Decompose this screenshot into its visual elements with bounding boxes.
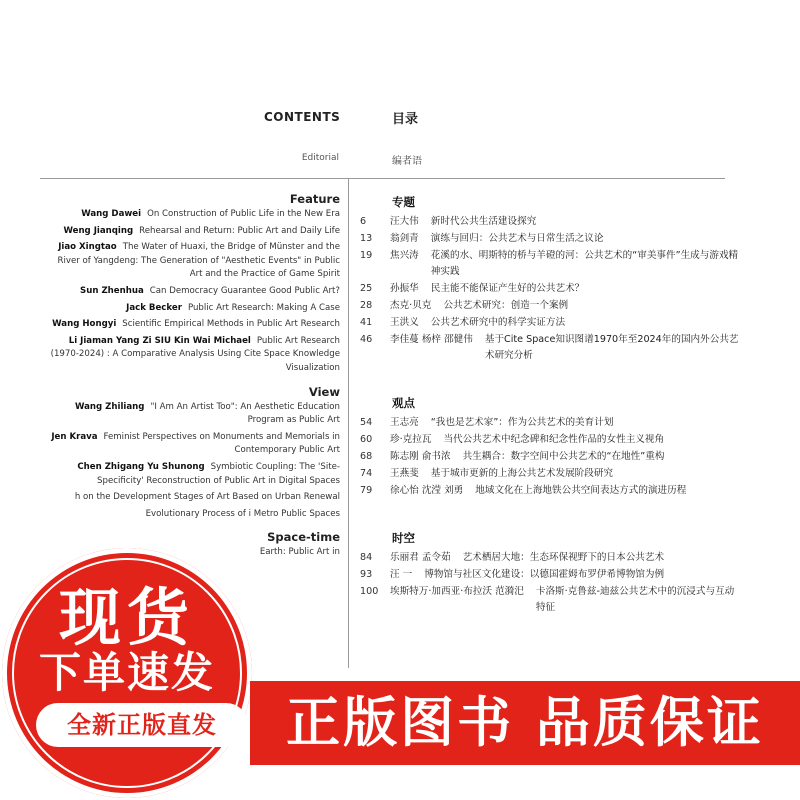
entry-author: 陈志刚 俞书浓: [390, 451, 451, 462]
entry-page: 79: [360, 485, 373, 496]
entry-title: Evolutionary Process of i Metro Public Spaces: [145, 508, 340, 519]
entry-page: 68: [360, 451, 373, 462]
section-title-guandian: 观点: [392, 396, 415, 410]
entry-author: 埃斯特万·加西亚·布拉沃 范漪汜: [390, 586, 524, 597]
entry-author: 杰克·贝克: [390, 300, 432, 311]
entry-title: 博物馆与社区文化建设：以德国霍姆布罗伊希博物馆为例: [424, 569, 665, 580]
entry-title: 卡洛斯·克鲁兹-迪兹公共艺术中的沉浸式与互动特征: [535, 586, 735, 613]
entry-title: Public Art Research: Making A Case: [187, 302, 340, 313]
column-divider: [348, 178, 349, 668]
entry-author: Wang Zhiliang: [74, 401, 145, 412]
entry-page: 60: [360, 434, 373, 445]
entry-author: 翁剑青: [390, 233, 419, 244]
entry-title: 演练与回归：公共艺术与日常生活之议论: [430, 233, 604, 244]
section-title-view: View: [308, 384, 340, 399]
entry-title: 基于城市更新的上海公共艺术发展阶段研究: [430, 468, 614, 479]
entry-page: 100: [360, 586, 379, 597]
entry-page: 41: [360, 317, 373, 328]
entry-author: 焦兴涛: [390, 250, 419, 261]
entry-page: 93: [360, 569, 373, 580]
toc-entry-en: [48, 241, 340, 282]
chinese-toc: [360, 190, 740, 617]
toc-entry-en: [48, 302, 340, 316]
toc-entry-en: [48, 335, 340, 376]
entry-title: "I Am An Artist Too": An Aesthetic Education Program as Public Art: [150, 401, 340, 426]
section-title-feature: Feature: [289, 192, 340, 206]
entry-title: 花溪的水、明斯特的桥与羊磴的河：公共艺术的“审美事件”生成与游戏精神实践: [430, 250, 739, 277]
toc-entry-cn: [360, 298, 740, 314]
entry-title: Feminist Perspectives on Monuments and Memorials in Contemporary Public Art: [103, 431, 340, 456]
entry-title: 新时代公共生活建设探究: [430, 216, 537, 227]
toc-entry-en: [48, 461, 340, 488]
entry-title: Can Democracy Guarantee Good Public Art?: [149, 285, 340, 296]
entry-title: 共生耦合：数字空间中公共艺术的“在地性”重构: [462, 451, 665, 462]
english-toc: [48, 192, 340, 563]
entry-title: The Water of Huaxi, the Bridge of Münster and the River of Yangdeng: The Generation of "Aesthetic Events" in Public Art and the Practice of Game Spirit: [57, 242, 340, 280]
toc-entry-en: [48, 318, 340, 332]
toc-entry-en: [48, 431, 340, 458]
promo-badge-line2: 下单速发: [38, 648, 215, 697]
entry-page: 19: [360, 250, 373, 261]
toc-entry-cn: [360, 214, 740, 230]
toc-entry-en: [48, 225, 340, 239]
entry-author: 徐心怡 沈滢 刘勇: [390, 485, 464, 496]
entry-page: 13: [360, 233, 373, 244]
entry-author: 王燕斐: [390, 468, 419, 479]
toc-entry-cn: [360, 550, 740, 566]
entry-author: Weng Jianqing: [63, 225, 134, 236]
entry-author: 汪大伟: [390, 216, 419, 227]
entry-title: 公共艺术研究：创造一个案例: [443, 300, 569, 311]
entry-page: 25: [360, 283, 373, 294]
toc-entry-cn: [360, 231, 740, 247]
entry-page: 54: [360, 417, 373, 428]
entry-page: 6: [360, 216, 367, 227]
toc-entry-en: [48, 491, 340, 505]
entry-author: Jiao Xingtao: [58, 242, 117, 253]
entry-author: Li Jiaman Yang Zi SIU Kin Wai Michael: [68, 335, 251, 346]
entry-author: Wang Dawei: [81, 209, 142, 219]
entry-author: 孙振华: [390, 283, 419, 294]
entry-title: Symbiotic Coupling: The 'Site-Specificity' Reconstruction of Public Art in Digital Spaces: [97, 461, 340, 486]
toc-entry-cn: [360, 449, 740, 465]
entry-title: On Construction of Public Life in the New Era: [147, 209, 340, 219]
entry-page: 74: [360, 468, 373, 479]
entry-title: 当代公共艺术中纪念碑和纪念性作品的女性主义视角: [443, 434, 665, 445]
editorial-cn: 编者语: [392, 156, 422, 167]
entry-title: Earth: Public Art in: [259, 547, 340, 558]
toc-entry-cn: [360, 567, 740, 583]
entry-title: Scientific Empirical Methods in Public Art Research: [122, 319, 340, 330]
section-title-zhuanti: 专题: [392, 195, 415, 209]
section-title-space-time: Space-time: [267, 530, 340, 545]
entry-page: 46: [360, 334, 373, 345]
entry-title: 民主能不能保证产生好的公共艺术？: [430, 283, 585, 294]
toc-entry-en: [48, 401, 340, 428]
toc-entry-cn: [360, 466, 740, 482]
entry-author: Sun Zhenhua: [80, 285, 144, 296]
entry-author: 汪 一: [390, 569, 413, 580]
toc-entry-en: [48, 508, 340, 522]
entry-title: h on the Development Stages of Art Based on Urban Renewal: [74, 492, 340, 503]
entry-page: 84: [360, 552, 373, 563]
contents-heading-en: CONTENTS: [264, 110, 341, 124]
promo-badge-line1: 现货: [58, 581, 195, 654]
entry-author: 乐丽君 孟令茹: [390, 552, 451, 563]
toc-entry-en: [48, 285, 340, 299]
header-rule: [40, 178, 725, 179]
entry-author: 王洪义: [390, 317, 419, 328]
toc-entry-cn: [360, 281, 740, 297]
contents-heading-cn: 目录: [392, 112, 419, 127]
entry-author: Jen Krava: [51, 431, 98, 442]
entry-title: Public Art Research (1970-2024) : A Comparative Analysis Using Cite Space Knowledge Visualization: [50, 335, 340, 373]
entry-title: Rehearsal and Return: Public Art and Daily Life: [139, 225, 340, 236]
entry-author: 王志亮: [390, 417, 419, 428]
section-title-shikong: 时空: [392, 531, 415, 545]
entry-author: Wang Hongyi: [52, 319, 117, 330]
toc-entry-cn: [360, 415, 740, 431]
editorial-en: Editorial: [301, 153, 339, 163]
entry-author: 李佳蔓 杨梓 邵健伟: [390, 334, 473, 345]
toc-entry-cn: [360, 432, 740, 448]
entry-title: 艺术栖居大地：生态环保视野下的日本公共艺术: [462, 552, 665, 563]
toc-entry-en: [48, 208, 340, 222]
entry-page: 28: [360, 300, 373, 311]
entry-author: Chen Zhigang Yu Shunong: [77, 461, 205, 472]
entry-author: Jack Becker: [126, 302, 182, 313]
toc-entry-cn: [360, 584, 740, 616]
toc-entry-cn: [360, 332, 740, 364]
entry-title: “我也是艺术家”：作为公共艺术的美育计划: [430, 417, 614, 428]
entry-author: 珍·克拉瓦: [390, 434, 432, 445]
toc-entry-cn: [360, 315, 740, 331]
entry-title: 地域文化在上海地铁公共空间表达方式的演进历程: [475, 485, 687, 496]
promo-pill-label: 全新正版直发: [67, 711, 217, 739]
entry-title: 基于Cite Space知识图谱1970年至2024年的国内外公共艺术研究分析: [484, 334, 739, 361]
promo-banner-label: 正版图书 品质保证: [286, 691, 764, 754]
toc-entry-cn: [360, 248, 740, 280]
entry-title: 公共艺术研究中的科学实证方法: [430, 317, 566, 328]
toc-entry-cn: [360, 483, 740, 499]
